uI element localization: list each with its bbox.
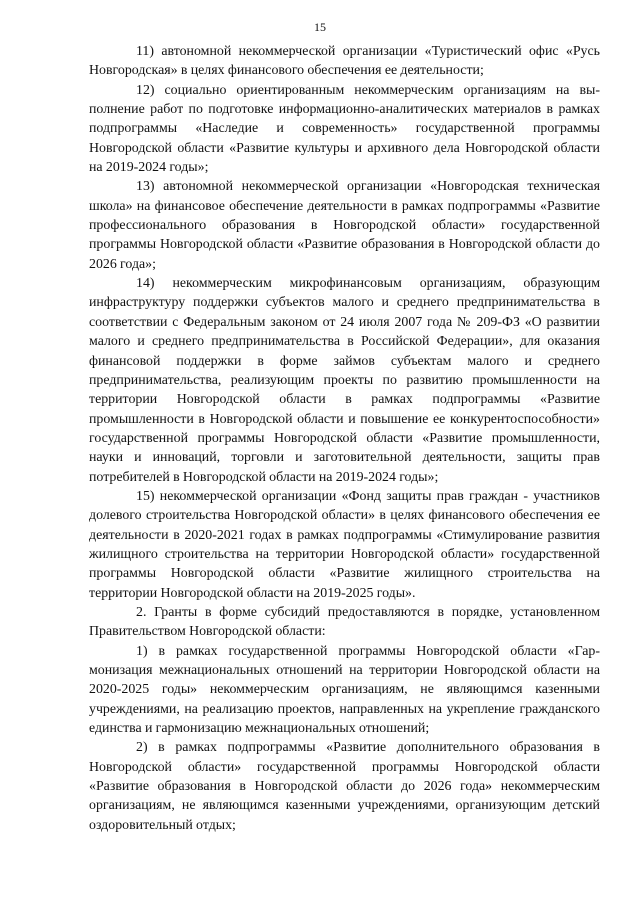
- paragraph-item-14: 14) некоммерческим микрофинансовым организациям, образующим инфраструктуру поддержки субъектов малого и среднего предпринимательства в соответствии с Федеральным законом от 24 июля 2007 года № 209-ФЗ «О развитии малого и среднего предпринимательства в Российской Федерации», для оказания финансовой поддержки в форме займов субъектам малого и среднего предпринимательства, реализующим проекты по развитию промышленности на территории Новгородской области в рамках подпрограммы «Развитие промышленности в Новгородской области и повышение ее конкурентоспособности» государственной программы Новгородской области «Развитие промышленности, науки и инноваций, торговли и заготовительной деятельности, защиты прав потребителей в Новгородской области на 2019-2024 годы»;: [89, 276, 600, 485]
- paragraph-item-12: 12) социально ориентированным некоммерческим организациям на выполнение работ по подготовке информационно-аналитических материалов в рамках подпрограммы «Наследие и современность» государственной программы Новгородской области «Развитие культуры и архивного дела Новгородской области на 2019-2024 годы»;: [89, 82, 600, 176]
- paragraph-subitem-2: 2) в рамках подпрограммы «Развитие дополнительного образования в Новгородской области» государственной программы Новгородской области «Развитие образования в Новгородской области до 2026 года» некоммерческим организациям, не являющимся казенными учреждениями, организующим детский оздоровительный отдых;: [89, 740, 600, 833]
- paragraph-subitem-1: 1) в рамках государственной программы Новгородской области «Гармонизация межнациональных отношений на территории Новгородской области на 2020-2025 годы» некоммерческим организациям, не являющимся казенными учреждениями, на реализацию проектов, направленных на укрепление гражданского единства и гармонизацию межнациональных отношений;: [89, 643, 600, 737]
- document-body: [89, 42, 600, 835]
- paragraph-item-15: 15) некоммерческой организации «Фонд защиты прав граждан - участников долевого строительства Новгородской области» в целях финансового обеспечения ее деятельности в 2020-2021 годах в рамках подпрограммы «Стимулирование развития жилищного строительства на территории Новгородской области» государственной программы Новгородской области «Развитие жилищного строительства на территории Новгородской области на 2019-2025 годы».: [89, 488, 600, 601]
- page-number: 15: [314, 20, 326, 34]
- paragraph-item-13: 13) автономной некоммерческой организации «Новгородская техническая школа» на финансовое обеспечение деятельности в рамках подпрограммы «Развитие профессионального образования в Новгородской области» государственной программы Новгородской области «Развитие образования в Новгородской области до 2026 года»;: [89, 179, 600, 272]
- paragraph-section-2: 2. Гранты в форме субсидий предоставляются в порядке, установленном Правительством Новгородской области:: [89, 604, 600, 640]
- paragraph-item-11: 11) автономной некоммерческой организации «Туристический офис «Русь Новгородская» в целях финансового обеспечения ее деятельности;: [89, 44, 600, 79]
